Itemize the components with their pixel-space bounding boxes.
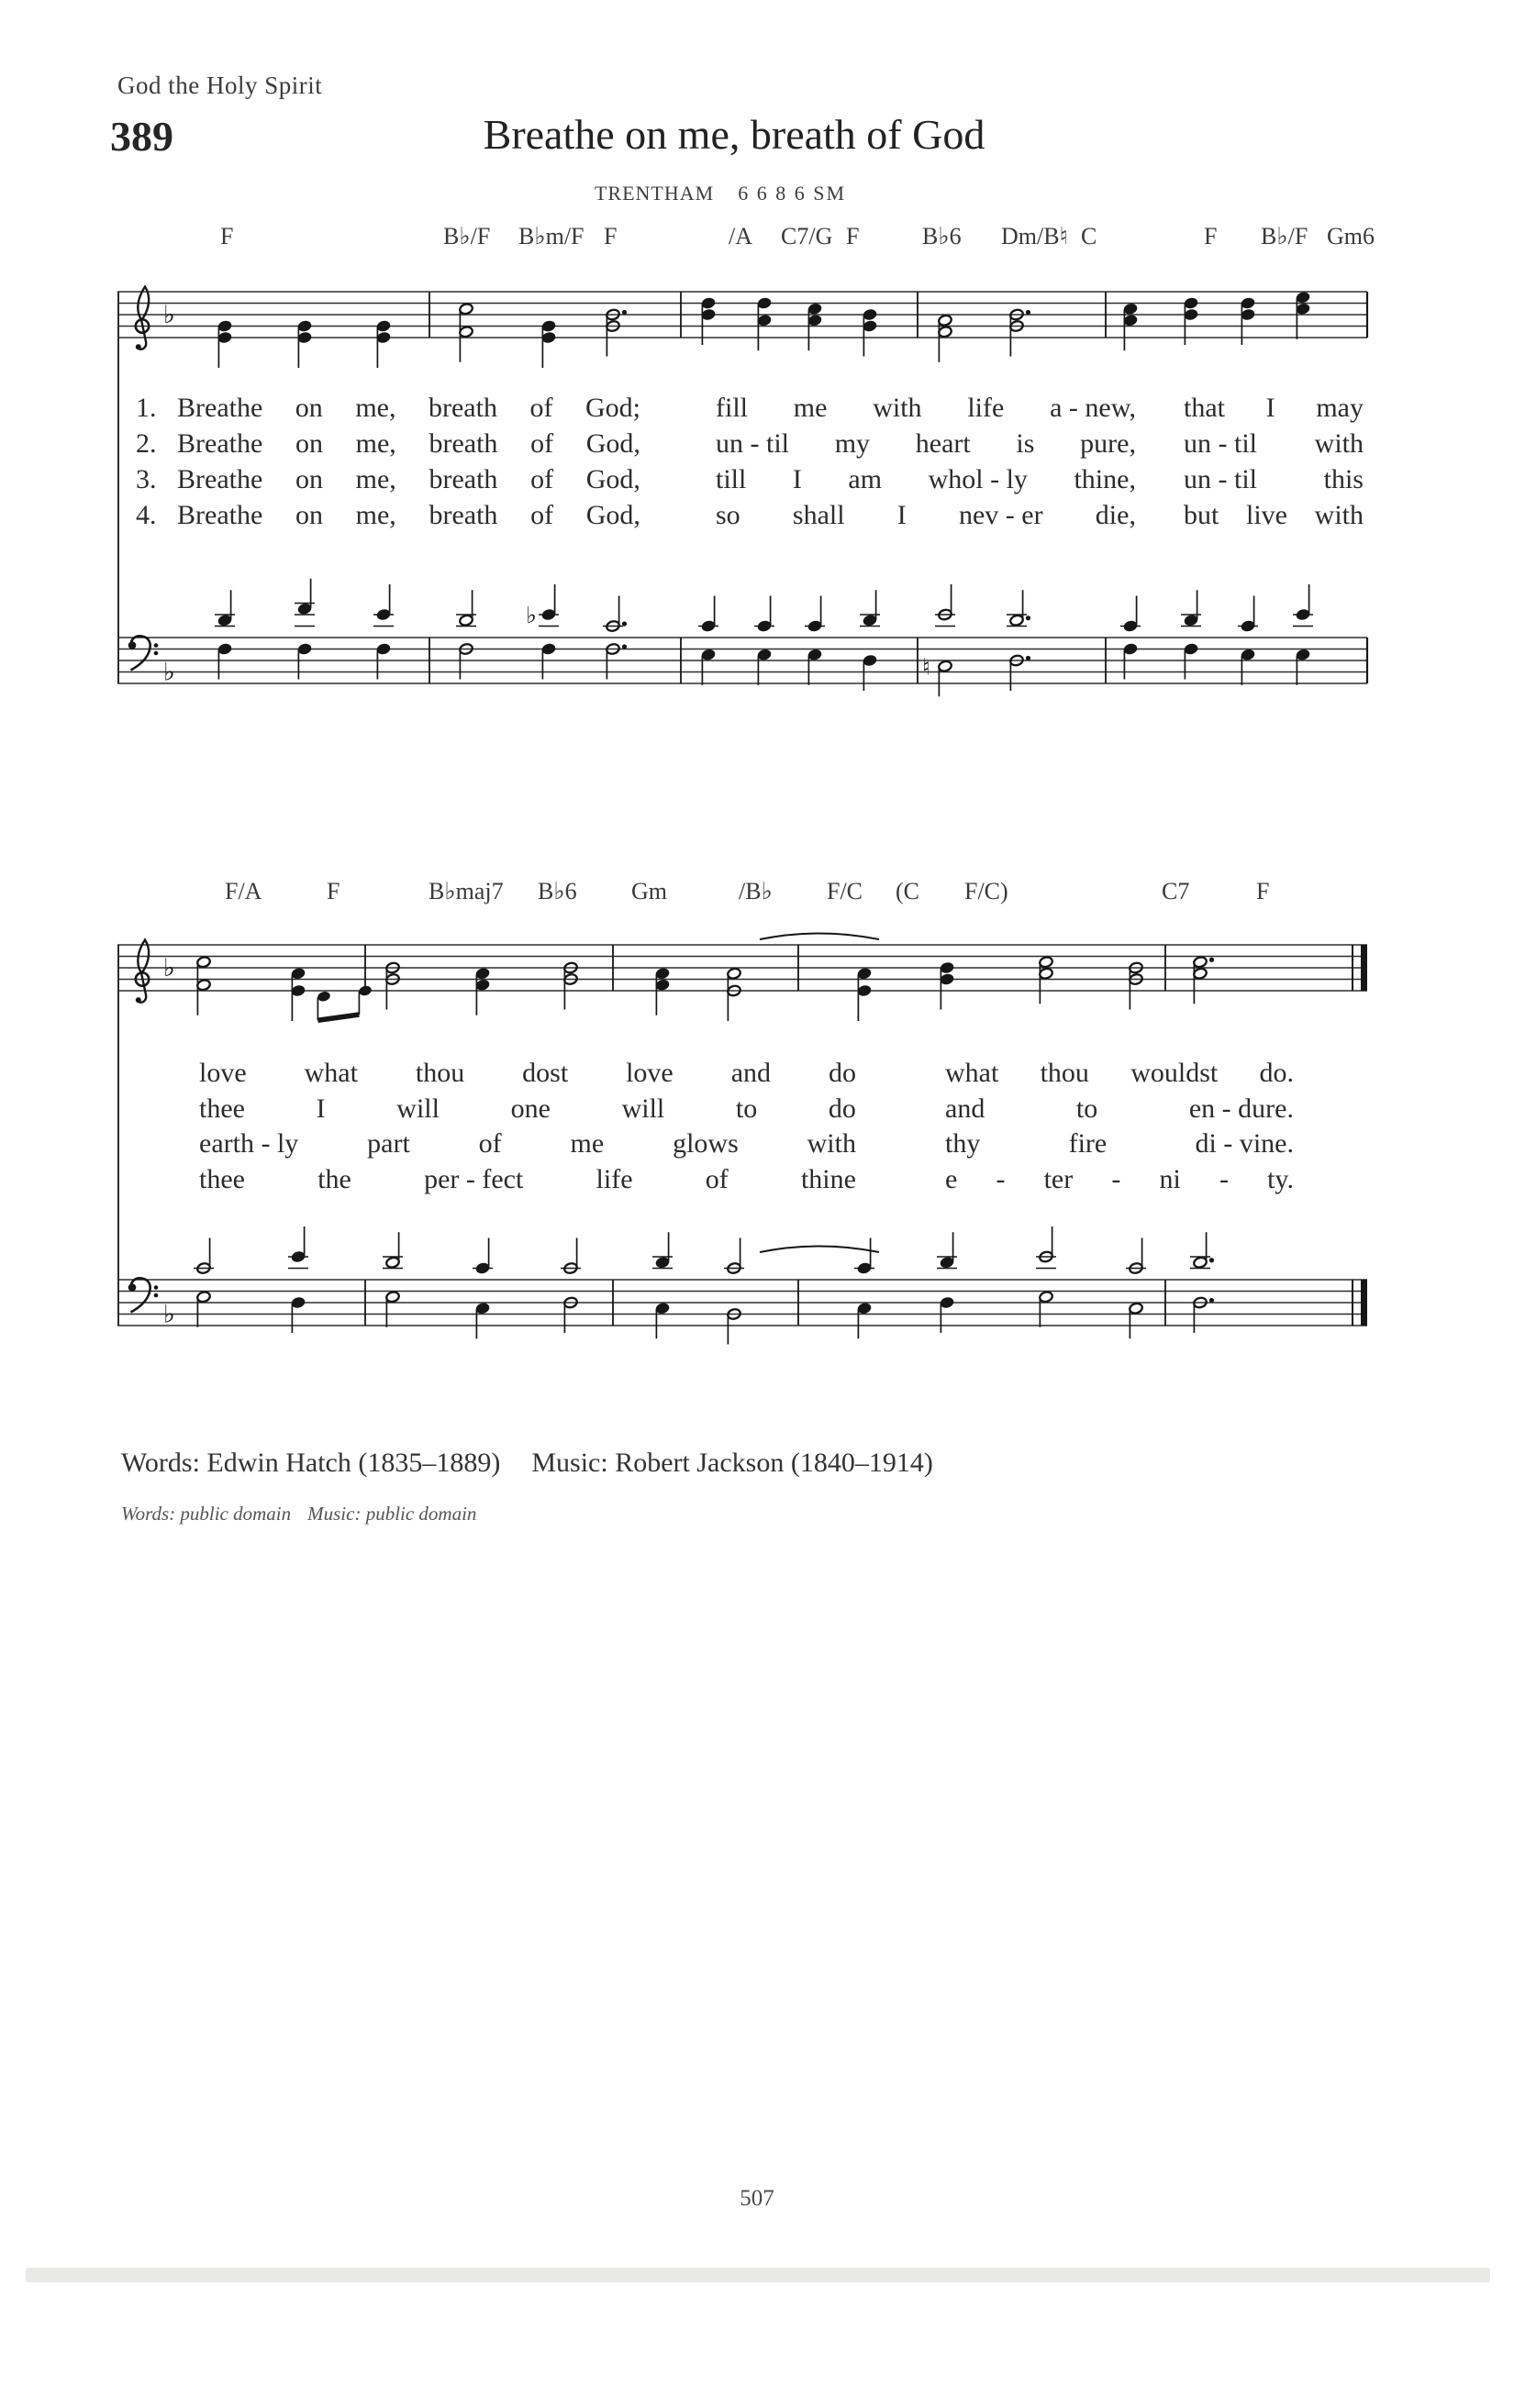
lyric-phrase (199, 1128, 856, 1160)
lyric-word: earth - ly (199, 1128, 299, 1159)
lyric-word: of (530, 500, 554, 530)
lyric-word: un - til (1184, 464, 1257, 494)
lyric-word: on (295, 500, 323, 530)
verse-line (0, 1164, 1514, 1199)
lyric-word: breath (429, 500, 498, 530)
lyric-word: till (716, 464, 747, 494)
lyric-word: with (1314, 428, 1364, 459)
lyric-word: on (295, 464, 323, 494)
lyric-word: pure, (1080, 428, 1136, 459)
verse-line (0, 1058, 1514, 1093)
lyric-word: but (1184, 500, 1219, 530)
chord-symbol: B♭maj7 (429, 878, 504, 904)
lyric-phrase (177, 428, 640, 460)
lyric-word: per - fect (424, 1164, 524, 1194)
lyric-word: life (596, 1164, 633, 1194)
lyric-word: breath (429, 464, 498, 494)
lyric-word: of (529, 393, 553, 423)
lyric-word: Breathe (177, 393, 263, 423)
verse-number: 4. (136, 500, 157, 530)
verse-line (0, 464, 1514, 499)
lyric-phrase (945, 1058, 1294, 1089)
lyric-phrase (716, 464, 1136, 495)
lyric-word: and (945, 1093, 985, 1124)
svg-text:♭: ♭ (163, 954, 175, 982)
words-credit: Words: Edwin Hatch (1835–1889) (121, 1448, 501, 1478)
lyric-word: so (716, 500, 740, 530)
bass-staff-1 (117, 569, 1375, 711)
lyric-word: on (295, 428, 323, 459)
lyric-word: thy (945, 1128, 981, 1159)
lyric-word: of (530, 464, 554, 494)
lyric-word: thee (199, 1164, 245, 1194)
lyric-word: with (873, 393, 922, 423)
lyric-phrase (1184, 464, 1364, 495)
lyric-word: thine, (1074, 464, 1136, 494)
lyric-word: will (396, 1093, 440, 1124)
chord-symbol: F/C (827, 878, 863, 904)
lyric-word: thou (1040, 1058, 1089, 1088)
lyric-word: - (996, 1164, 1006, 1194)
lyric-word: my (834, 428, 871, 459)
chord-symbol: B♭m/F (518, 223, 584, 250)
lyric-word: what (304, 1058, 358, 1088)
lyric-word: will (621, 1093, 665, 1124)
lyric-word: what (945, 1058, 999, 1088)
svg-text:♭: ♭ (163, 1300, 175, 1329)
hymn-title: Breathe on me, breath of God (483, 111, 985, 158)
lyric-word: Breathe (177, 428, 263, 459)
lyric-phrase (177, 464, 640, 495)
chord-symbol: F (220, 223, 234, 250)
lyric-phrase (716, 500, 1136, 531)
verse-line (0, 1128, 1514, 1163)
music-rights: Music: public domain (307, 1503, 477, 1525)
lyric-word: God; (584, 393, 640, 423)
lyric-phrase (199, 1093, 856, 1125)
lyric-word: me, (355, 500, 396, 530)
lyric-word: I (1265, 393, 1275, 423)
lyric-word: nev - er (958, 500, 1043, 530)
lyric-word: I (792, 464, 802, 494)
chord-symbol: F (846, 223, 860, 250)
lyric-word: I (896, 500, 907, 530)
verse-number: 1. (136, 393, 157, 423)
lyric-word: of (478, 1128, 502, 1159)
lyric-word: ter (1043, 1164, 1074, 1194)
music-credit: Music: Robert Jackson (1840–1914) (531, 1448, 933, 1478)
lyric-word: glows (673, 1128, 739, 1159)
lyric-word: to (735, 1093, 758, 1124)
chord-symbol: F (1204, 223, 1218, 250)
lyric-word: life (967, 393, 1005, 423)
lyric-word: love (199, 1058, 247, 1088)
verse-line (0, 1093, 1514, 1128)
lyric-word: I (316, 1093, 326, 1124)
lyric-word: thee (199, 1093, 245, 1124)
lyric-word: of (705, 1164, 729, 1194)
chord-symbol: C (1081, 223, 1097, 250)
credits-line (121, 1448, 933, 1479)
lyric-word: that (1184, 393, 1225, 423)
chord-symbol: B♭6 (538, 878, 577, 904)
verse-line (0, 393, 1514, 427)
lyric-word: on (295, 393, 323, 423)
lyric-word: heart (915, 428, 971, 459)
lyric-word: a - new, (1050, 393, 1136, 423)
lyric-word: me (570, 1128, 605, 1159)
lyric-word: un - til (1184, 428, 1257, 459)
lyric-word: me (793, 393, 828, 423)
lyric-word: me, (355, 464, 396, 494)
lyric-phrase (1184, 428, 1364, 460)
chord-symbol: C7/G (781, 223, 833, 250)
tune-line (307, 182, 1133, 205)
chord-symbol: F/C) (964, 878, 1008, 904)
lyric-word: me, (355, 428, 396, 459)
lyric-word: breath (429, 428, 498, 459)
chord-symbol: F/A (225, 878, 262, 904)
chord-symbol: F (1256, 878, 1270, 904)
lyric-word: Breathe (177, 464, 263, 494)
lyric-word: di - vine. (1195, 1128, 1294, 1159)
lyric-phrase (199, 1058, 856, 1089)
lyric-phrase (716, 393, 1136, 424)
lyric-word: ty. (1267, 1164, 1294, 1194)
lyric-word: God, (585, 500, 640, 530)
lyric-word: do (828, 1058, 856, 1088)
chord-symbol: Dm/B♮ (1001, 223, 1068, 250)
svg-text:♭: ♭ (163, 301, 175, 329)
chord-symbol: B♭6 (922, 223, 962, 250)
svg-text:♭: ♭ (526, 602, 537, 628)
verse-number: 3. (136, 464, 157, 494)
lyric-word: God, (585, 464, 640, 494)
lyric-word: live (1246, 500, 1287, 530)
lyric-phrase (177, 500, 640, 531)
treble-staff-2 (117, 925, 1375, 1067)
lyric-word: whol - ly (928, 464, 1028, 494)
chord-symbol: B♭/F (443, 223, 491, 250)
lyric-word: wouldst (1130, 1058, 1219, 1088)
verse-line (0, 500, 1514, 535)
tune-meter: 6 6 8 6 SM (738, 182, 846, 205)
lyric-word: may (1316, 393, 1364, 423)
lyric-word: thou (415, 1058, 465, 1088)
lyric-phrase (945, 1164, 1294, 1195)
lyric-word: is (1016, 428, 1035, 459)
chord-symbol: C7 (1162, 878, 1190, 904)
chord-symbol: F (327, 878, 340, 904)
lyric-word: - (1111, 1164, 1121, 1194)
lyric-phrase (716, 428, 1136, 460)
hymn-number: 389 (110, 113, 173, 160)
lyric-phrase (1184, 393, 1364, 424)
section-heading: God the Holy Spirit (117, 72, 323, 99)
lyric-word: and (730, 1058, 772, 1088)
lyric-word: of (530, 428, 554, 459)
page-number: 507 (740, 2186, 774, 2211)
lyric-phrase (177, 393, 640, 424)
lyric-word: breath (428, 393, 497, 423)
lyric-phrase (945, 1128, 1294, 1160)
lyric-word: do (828, 1093, 856, 1124)
lyric-word: un - til (716, 428, 789, 459)
chord-symbol: (C (896, 878, 919, 904)
lyric-word: fire (1068, 1128, 1108, 1159)
verse-line (0, 428, 1514, 463)
lyric-word: part (367, 1128, 410, 1159)
chord-symbol: Gm6 (1327, 223, 1375, 250)
lyric-word: am (848, 464, 883, 494)
chord-symbol: /A (729, 223, 752, 250)
lyric-word: love (626, 1058, 674, 1088)
words-rights: Words: public domain (121, 1503, 292, 1525)
lyric-phrase (199, 1164, 856, 1195)
lyric-word: shall (792, 500, 845, 530)
svg-text:♮: ♮ (922, 653, 930, 681)
chord-symbol: Gm (631, 878, 667, 904)
lyric-word: - (1219, 1164, 1229, 1194)
lyric-word: to (1075, 1093, 1098, 1124)
lyric-word: ni (1159, 1164, 1181, 1194)
lyric-word: with (807, 1128, 856, 1159)
lyric-word: this (1323, 464, 1364, 494)
svg-text:♭: ♭ (163, 658, 175, 687)
lyric-word: God, (585, 428, 640, 459)
lyric-word: the (317, 1164, 351, 1194)
chord-symbol: /B♭ (739, 878, 773, 904)
chord-symbol: B♭/F (1261, 223, 1308, 250)
lyric-word: die, (1095, 500, 1136, 530)
scan-artifact-band (26, 2268, 1490, 2282)
lyric-phrase (1184, 500, 1364, 531)
chord-symbol: F (604, 223, 618, 250)
lyric-word: thine (800, 1164, 856, 1194)
lyric-word: me, (355, 393, 396, 423)
tune-name: TRENTHAM (594, 182, 715, 205)
verse-number: 2. (136, 428, 157, 459)
lyric-word: fill (716, 393, 748, 423)
lyric-word: one (510, 1093, 551, 1124)
lyric-word: Breathe (177, 500, 263, 530)
bass-staff-2 (117, 1211, 1375, 1356)
rights-line (121, 1503, 476, 1526)
lyric-phrase (945, 1093, 1294, 1125)
lyric-word: do. (1259, 1058, 1294, 1088)
lyric-word: dost (522, 1058, 569, 1088)
lyric-word: en - dure. (1188, 1093, 1294, 1124)
lyric-word: with (1314, 500, 1364, 530)
lyric-word: e (945, 1164, 958, 1194)
